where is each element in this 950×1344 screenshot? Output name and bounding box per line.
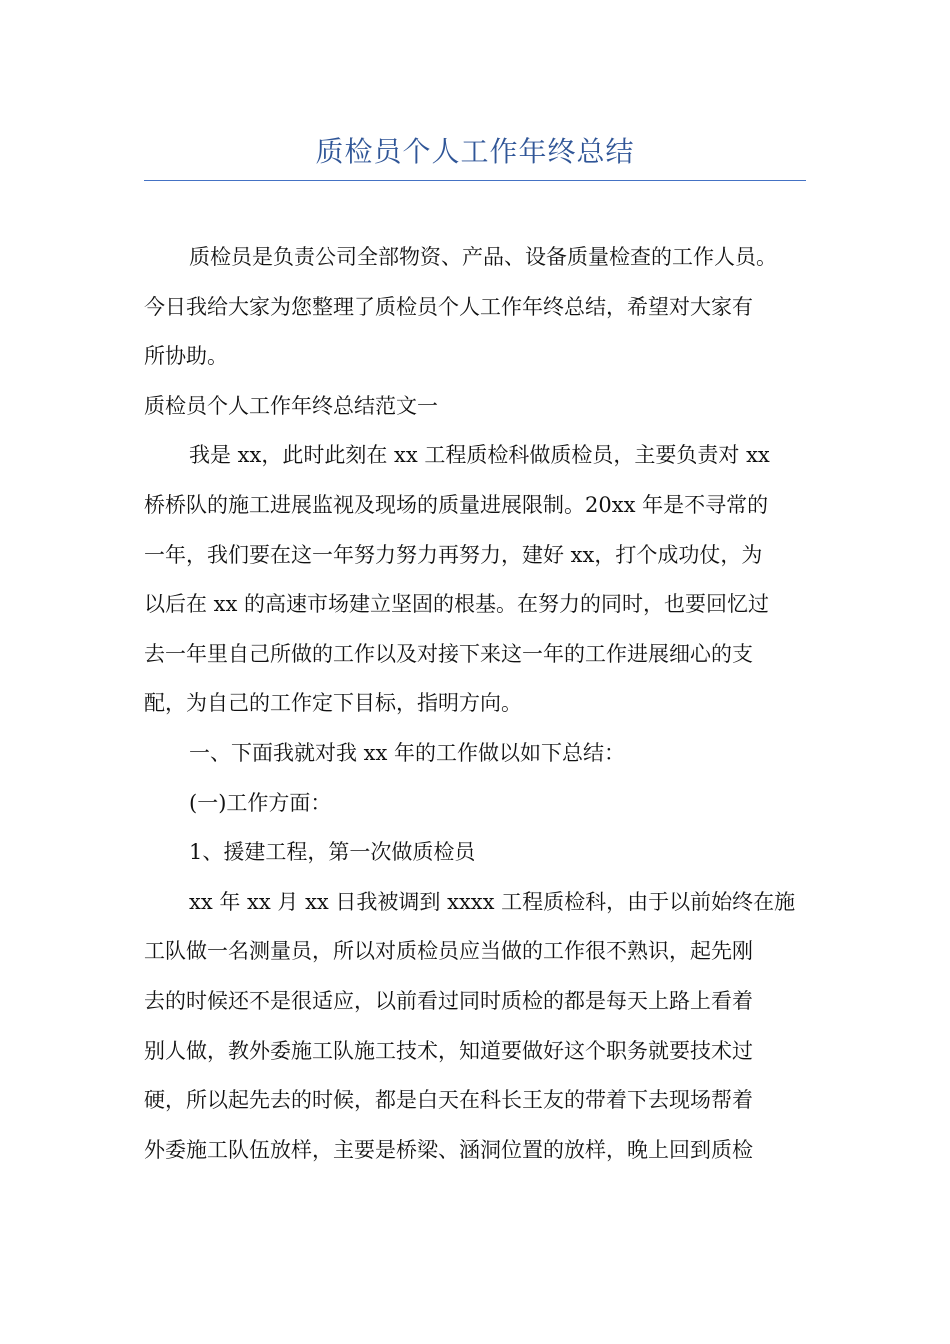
text-line: 配，为自己的工作定下目标，指明方向。 xyxy=(144,691,522,716)
text-line: 桥桥队的施工进展监视及现场的质量进展限制。20xx 年是不寻常的 xyxy=(144,492,769,517)
text-line: 别人做，教外委施工队施工技术，知道要做好这个职务就要技术过 xyxy=(144,1038,753,1063)
section-heading: 质检员个人工作年终总结范文一 xyxy=(144,393,438,418)
document-title: 质检员个人工作年终总结 xyxy=(315,135,635,168)
text-line: 一年，我们要在这一年努力努力再努力，建好 xx，打个成功仗，为 xyxy=(144,542,763,567)
text-line: 去的时候还不是很适应，以前看过同时质检的都是每天上路上看着 xyxy=(144,988,753,1013)
text-line: 工队做一名测量员，所以对质检员应当做的工作很不熟识，起先刚 xyxy=(144,939,753,964)
text-line: 以后在 xx 的高速市场建立坚固的根基。在努力的同时，也要回忆过 xyxy=(144,592,770,617)
text-line: 质检员是负责公司全部物资、产品、设备质量检查的工作人员。 xyxy=(189,245,777,269)
text-line: 去一年里自己所做的工作以及对接下来这一年的工作进展细心的支 xyxy=(144,641,753,666)
text-line: 1、援建工程，第一次做质检员 xyxy=(189,840,476,865)
text-line: 外委施工队伍放样，主要是桥梁、涵洞位置的放样，晚上回到质检 xyxy=(144,1137,753,1162)
text-line: 我是 xx，此时此刻在 xx 工程质检科做质检员，主要负责对 xx xyxy=(189,443,770,468)
text-line: 一、下面我就对我 xx 年的工作做以如下总结： xyxy=(189,740,626,765)
document-body xyxy=(144,233,810,1175)
text-line: 所协助。 xyxy=(144,344,228,369)
text-line: (一)工作方面： xyxy=(189,790,332,815)
text-line: 今日我给大家为您整理了质检员个人工作年终总结，希望对大家有 xyxy=(144,294,753,319)
title-underline xyxy=(144,180,806,181)
text-line: xx 年 xx 月 xx 日我被调到 xxxx 工程质检科，由于以前始终在施 xyxy=(189,889,796,914)
text-line: 硬，所以起先去的时候，都是白天在科长王友的带着下去现场帮着 xyxy=(144,1088,753,1113)
